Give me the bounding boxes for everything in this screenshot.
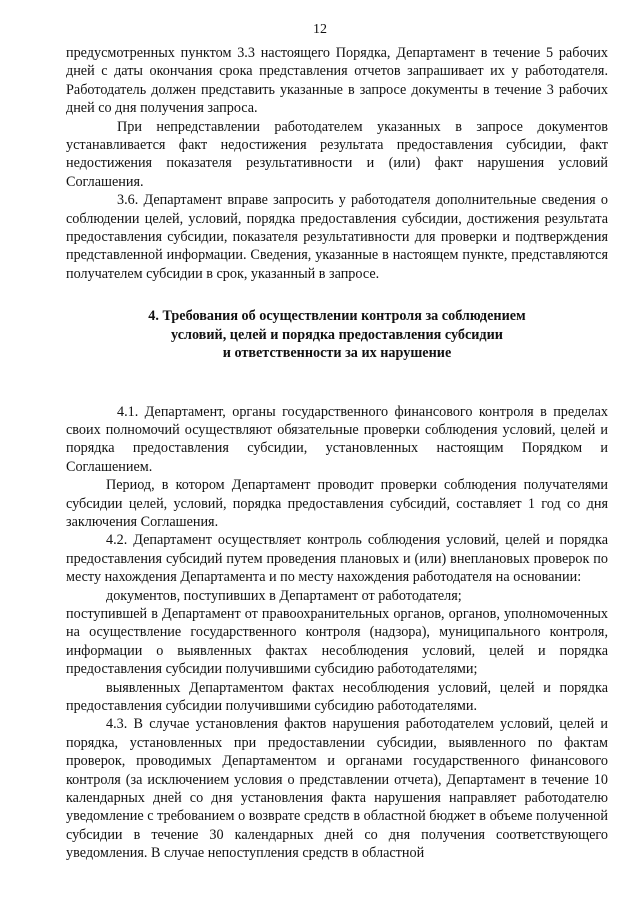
paragraph-4-3: 4.3. В случае установления фактов нарушения работодателем условий, целей и порядка, установленных при предоставлении субсидии, выявленного по фактам проверок, проводимых Департаментом и органами государственного финансового контроля (за исключением условия о представлении отчета), Департамент в течение 10 календарных дней со дня установления факта нарушения направляет работодателю уведомление с требованием о возврате средств в областной бюджет в объеме полученной субсидии в течение 30 календарных дней со дня получения соответствующего уведомления. В случае непоступления средств в областной [66, 716, 608, 862]
heading-line-1: 4. Требования об осуществлении контроля за соблюдением [148, 308, 526, 325]
page-number: 12 [313, 22, 327, 37]
paragraph-inspection-period: Период, в котором Департамент проводит проверки соблюдения получателями субсидии целей, условий, порядка предоставления субсидий, составляет 1 год со дня заключения Соглашения. [66, 477, 608, 530]
section-4-heading [66, 307, 608, 362]
paragraph-4-1: 4.1. Департамент, органы государственного финансового контроля в пределах своих полномочий осуществляют обязательные проверки соблюдения условий, целей и порядка предоставления субсидии, установленных настоящим Порядком и Соглашением. [66, 403, 608, 475]
paragraph-continuation: предусмотренных пунктом 3.3 настоящего Порядка, Департамент в течение 5 рабочих дней с даты окончания срока представления отчетов запрашивает их у работодателя. Работодатель должен представить указанные в запросе документы в течение 3 рабочих дней со дня получения запроса. [66, 45, 608, 117]
paragraph-basis-violations: выявленных Департаментом фактах несоблюдения условий, целей и порядка предоставления субсидии получившими субсидию работодателями. [66, 679, 608, 714]
paragraph-3-6: 3.6. Департамент вправе запросить у работодателя дополнительные сведения о соблюдении целей, условий, порядка предоставления субсидии, достижения результата предоставления субсидии, показателя результативности для проверки и подтверждения представленной информации. Сведения, указанные в настоящем пункте, представляются получателем субсидии в срок, указанный в запросе. [66, 192, 608, 282]
paragraph-basis-documents: документов, поступивших в Департамент от работодателя; [106, 587, 462, 604]
heading-line-2: условий, целей и порядка предоставления субсидии [171, 326, 503, 343]
paragraph-non-submission: При непредставлении работодателем указанных в запросе документов устанавливается факт недостижения результата предоставления субсидии, факт недостижения показателя результативности и (или) факт нарушения условий Соглашения. [66, 118, 608, 190]
paragraph-basis-information: поступившей в Департамент от правоохранительных органов, органов, уполномоченных на осуществление государственного контроля (надзора), муниципального контроля, информации о выявленных фактах несоблюдения условий, целей и порядка предоставления субсидии получившими субсидию работодателями; [66, 605, 608, 678]
heading-line-3: и ответственности за их нарушение [222, 345, 452, 362]
paragraph-4-2: 4.2. Департамент осуществляет контроль соблюдения условий, целей и порядка предоставления субсидий путем проведения плановых и (или) внеплановых проверок по месту нахождения Департамента и по месту нахождения работодателя на основании: [66, 532, 608, 586]
document-body [66, 44, 608, 863]
